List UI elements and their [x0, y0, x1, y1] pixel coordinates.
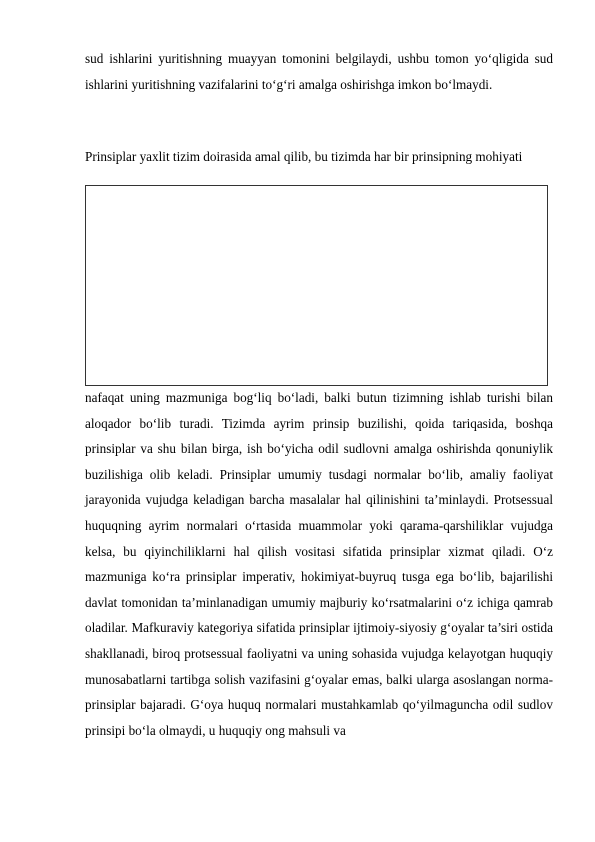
paragraph-principles-start: Prinsiplar yaxlit tizim doirasida amal qilib, bu tizimda har bir prinsipning mohiyati	[85, 149, 523, 164]
paragraph-principles-continued: nafaqat uning mazmuniga bog‘liq bo‘ladi, balki butun tizimning ishlab turishi bilan aloqador bo‘lib turadi. Tizimda ayrim prinsip buzilishi, qoida tariqasida, boshqa prinsiplar va shu bilan birga, ish bo‘yicha odil sudlovni amalga oshirishda qonuniylik buzilishiga olib keladi. Prinsiplar umumiy tusdagi normalar bo‘lib, amaliy faoliyat jarayonida vujudga keladigan barcha masalalar hal qilinishini ta’minlaydi. Protsessual huquqning ayrim normalari o‘rtasida muammolar yoki qarama-qarshiliklar vujudga kelsa, bu qiyinchiliklarni hal qilish vositasi sifatida prinsiplar xizmat qiladi. O‘z mazmuniga ko‘ra prinsiplar imperativ, hokimiyat-buyruq tusga ega bo‘lib, bajarilishi davlat tomonidan ta’minlanadigan umumiy majburiy ko‘rsatmalarini o‘z ichiga qamrab oladilar. Mafkuraviy kategoriya sifatida prinsiplar ijtimoiy-siyosiy g‘oyalar ta’siri ostida shakllanadi, biroq protsessual faoliyatni va uning sohasida vujudga kelayotgan huquqiy munosabatlarni tartibga solish vazifasini g‘oyalar emas, balki ularga asoslangan norma-prinsiplar bajaradi. G‘oya huquq normalari mustahkamlab qo‘yilmaguncha odil sudlov prinsipi bo‘la olmaydi, u huquqiy ong mahsuli va	[85, 390, 553, 738]
paragraph-top: sud ishlarini yuritishning muayyan tomonini belgilaydi, ushbu tomon yo‘qligida sud ishlarini yuritishning vazifalarini to‘g‘ri amalga oshirishga imkon bo‘lmaydi.	[85, 51, 553, 92]
blank-image-placeholder	[85, 185, 548, 386]
